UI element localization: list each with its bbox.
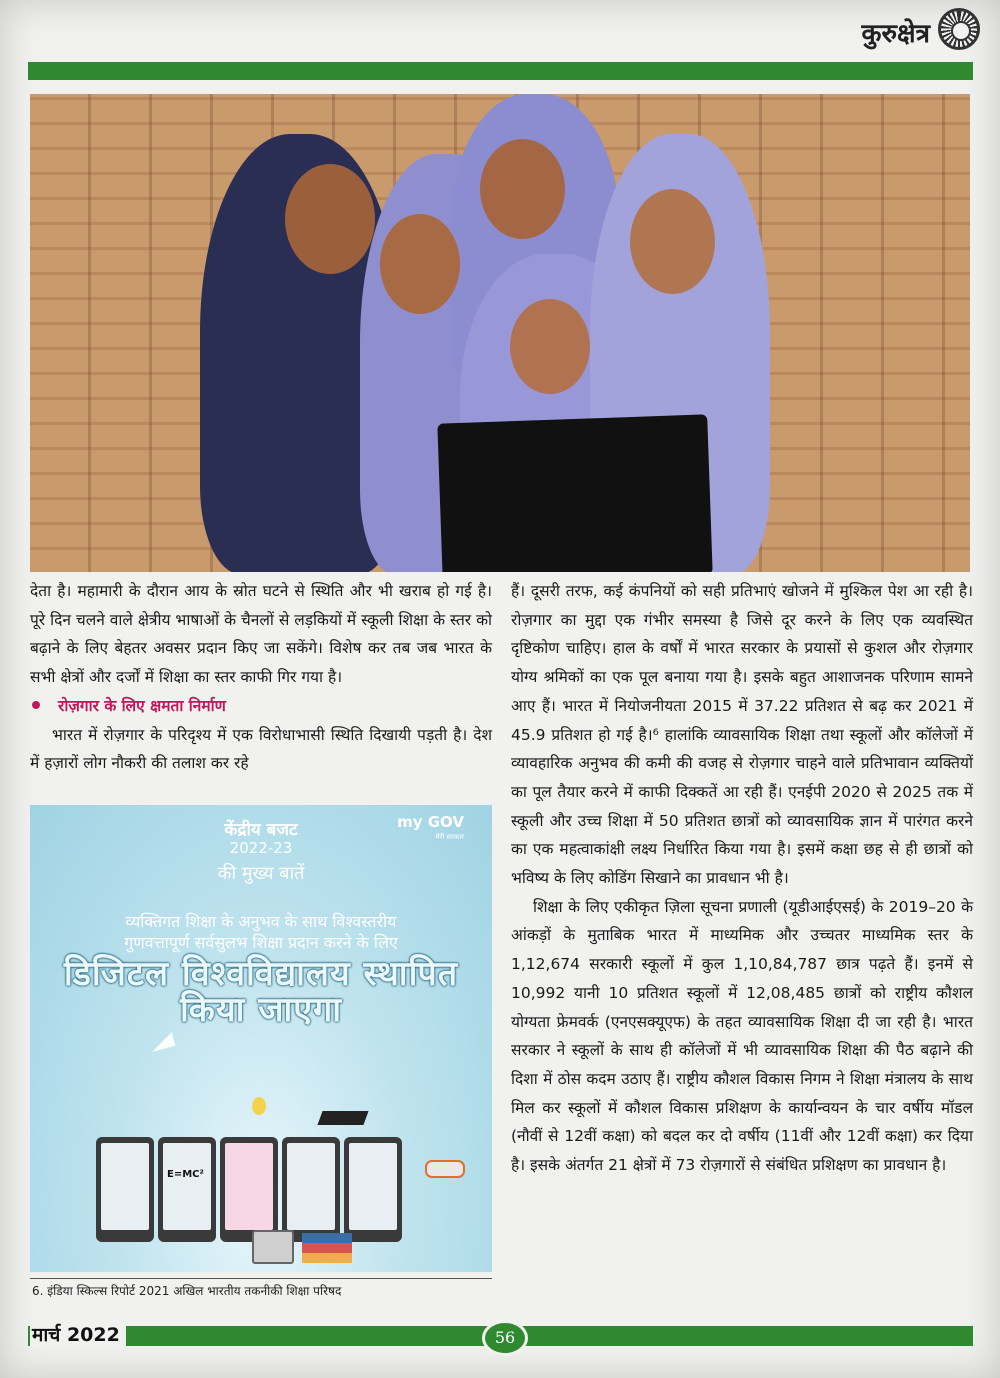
tablet-5: [344, 1137, 402, 1242]
infographic-title: केंद्रीय बजट: [224, 820, 298, 840]
subheading-text: रोज़गार के लिए क्षमता निर्माण: [58, 696, 226, 715]
face-1: [285, 164, 375, 274]
formula-text: E=MC²: [167, 1169, 204, 1180]
graduation-cap-icon: [317, 1111, 368, 1125]
books-icon: [302, 1233, 352, 1263]
footnote-rule: [30, 1278, 492, 1279]
face-3: [480, 139, 565, 239]
left-column: [30, 577, 492, 778]
issue-date: मार्च 2022: [30, 1321, 126, 1347]
infographic-headline-1: डिजिटल विश्वविद्यालय स्थापित: [63, 954, 459, 994]
mygov-logo: my GOV मेरी सरकार: [397, 813, 464, 841]
right-column: [511, 577, 973, 1180]
schoolgirls-laptop-photo: [30, 94, 970, 572]
calculator-icon: [252, 1230, 294, 1264]
infographic-line-5: गुणवत्तापूर्ण सर्वसुलभ शिक्षा प्रदान करने के लिए: [124, 933, 398, 952]
bullet-icon: [32, 701, 40, 709]
infographic-line-4: व्यक्तिगत शिक्षा के अनुभव के साथ विश्वस्तरीय: [125, 912, 397, 931]
tablet-2: [158, 1137, 216, 1242]
tablet-1: [96, 1137, 154, 1242]
emblem-icon: [938, 8, 980, 50]
infographic-year: 2022-23: [229, 839, 293, 857]
tablet-3: [220, 1137, 278, 1242]
infographic-subtitle: की मुख्य बातें: [217, 863, 305, 884]
face-5: [630, 189, 715, 294]
right-paragraph-1: हैं। दूसरी तरफ, कई कंपनियों को सही प्रतिभाएं खोजने में मुश्किल पेश आ रही है। रोज़गार का मुद्दा एक गंभीर समस्या है जिसे दूर करने के लिए एक व्यवस्थित दृष्टिकोण चाहिए। हाल के वर्षों में भारत सरकार के प्रयासों से कुशल और रोज़गार योग्य श्रमिकों का एक पूल बनाया गया है। इसके बहुत आशाजनक परिणाम सामने आए हैं। भारत में नियोजनीयता 2015 में 37.22 प्रतिशत से बढ़ कर 2021 में 45.9 प्रतिशत हो गई है।⁶ हालांकि व्यावसायिक शिक्षा तथा स्कूलों और कॉलेजों में व्यावहारिक अनुभव की कमी की वजह से रोज़गार चाहने वाले प्रतिभावान व्यक्तियों का पूल तैयार करने में काफी दिक्कतें आ रही हैं। एनईपी 2020 से 2025 तक में स्कूली और उच्च शिक्षा में 50 प्रतिशत छात्रों को व्यावसायिक ज्ञान में पारंगत करने का एक महत्वाकांक्षी लक्ष्य निर्धारित किया गया है। इसमें कक्षा छह से ही छात्रों को भविष्य के लिए कोडिंग सिखाने का प्रावधान भी है।: [511, 582, 973, 888]
page-number: 56: [482, 1320, 528, 1356]
paper-plane-icon: [149, 1032, 176, 1052]
right-paragraph-2: शिक्षा के लिए एकीकृत ज़िला सूचना प्रणाली (यूडीआईएसई) के 2019–20 के आंकड़ों के मुताबिक भारत में माध्यमिक और उच्चतर माध्यमिक स्तर के 1,12,674 सरकारी स्कूलों में कुल 1,10,84,787 छात्र पढ़ते हैं। इनमें से 10,992 यानी 10 प्रतिशत स्कूलों में 12,08,485 छात्रों को राष्ट्रीय कौशल योग्यता फ्रेमवर्क (एनएसक्यूएफ) के तहत व्यावसायिक शिक्षा दी जा रही है। भारत सरकार ने स्कूलों के साथ ही कॉलेजों में भी व्यावसायिक शिक्षा की पैठ बढ़ाने की दिशा में ठोस कदम उठाए हैं। राष्ट्रीय कौशल विकास निगम ने शिक्षा मंत्रालय के साथ मिल कर स्कूलों में कौशल विकास प्रशिक्षण के कार्यान्वयन के चार वर्षीय मॉडल (नौवीं से 12वीं कक्षा) को बदल कर दो वर्षीय (11वीं और 12वीं कक्षा) कर दिया है। इसके अंतर्गत 21 क्षेत्रों में 73 रोज़गारों से संबंधित प्रशिक्षण का प्रावधान है।: [511, 897, 973, 1175]
header-rule: [28, 62, 973, 80]
infographic-headline-2: किया जाएगा: [179, 990, 343, 1030]
face-4: [510, 299, 590, 394]
left-paragraph-2: भारत में रोज़गार के परिदृश्य में एक विरोधाभासी स्थिति दिखायी पड़ती है। देश में हज़ारों लोग नौकरी की तलाश कर रहे: [30, 725, 492, 773]
magazine-title: कुरुक्षेत्र: [861, 19, 930, 49]
rocket-icon: [425, 1160, 465, 1178]
footnote: 6. इंडिया स्किल्स रिपोर्ट 2021 अखिल भारतीय तकनीकी शिक्षा परिषद: [32, 1284, 342, 1298]
lightbulb-icon: [252, 1097, 266, 1115]
face-2: [380, 214, 460, 314]
tablet-4: [282, 1137, 340, 1242]
budget-infographic: [30, 805, 492, 1272]
section-subheading: [30, 692, 492, 721]
left-paragraph-1: देता है। महामारी के दौरान आय के स्रोत घटने से स्थिति और भी खराब हो गई है। पूरे दिन चलने वाले क्षेत्रीय भाषाओं के चैनलों से लड़कियों में स्कूली शिक्षा के स्तर को बढ़ाने के लिए बेहतर अवसर प्रदान किए जा सकेंगे। विशेष कर तब जब भारत के सभी क्षेत्रों और दर्जों में शिक्षा का स्तर काफी गिर गया है।: [30, 582, 492, 687]
laptop: [437, 414, 712, 572]
